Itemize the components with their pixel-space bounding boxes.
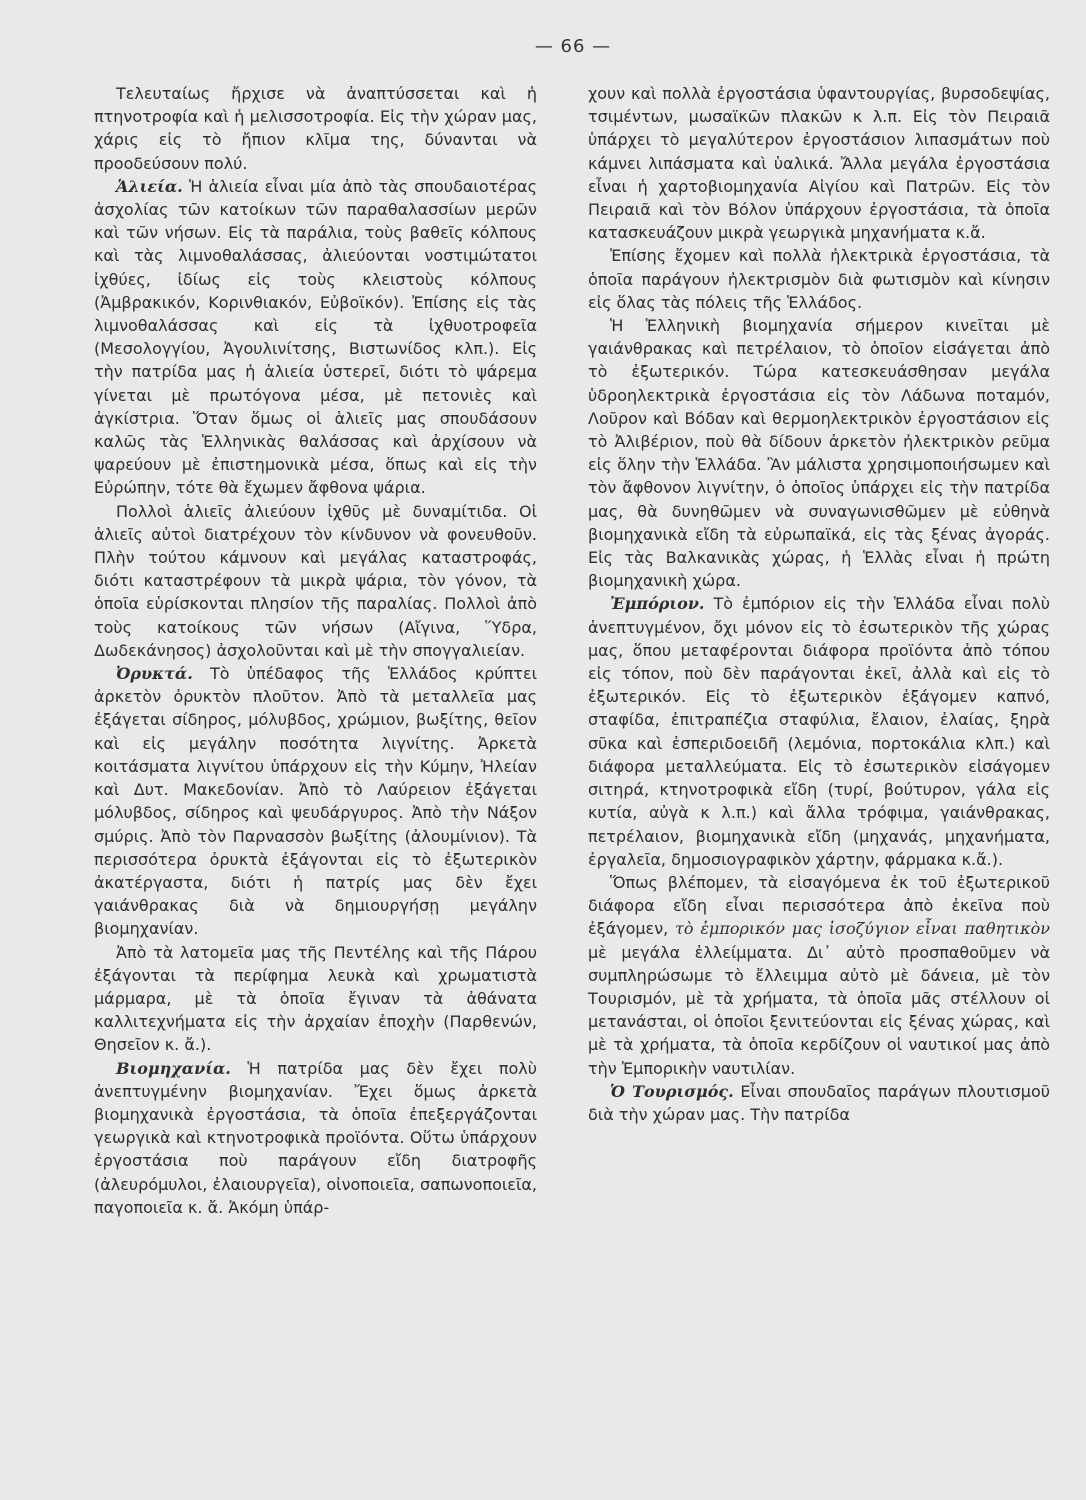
paragraph-industry [94,1057,537,1219]
paragraph-greek-industry: Ἡ Ἑλληνικὴ βιομηχανία σήμερον κινεῖται μὲ γαιάνθρακας καὶ πετρέλαιον, τὸ ὁποῖον εἰσάγεται ἀπὸ τὸ ἐξωτερικόν. Τώρα κατεσκευάσθησαν μεγάλα ὑδροηλεκτρικὰ ἐργοστάσια εἰς τὸν Λάδωνα ποταμόν, Λοῦρον καὶ Βόδαν καὶ θερμοηλεκτρικὸν ἐργοστάσιον εἰς τὸ Ἀλιβέριον, ποὺ θὰ δίδουν ἀρκετὸν ἠλεκτρικὸν ρεῦμα εἰς ὅλην τὴν Ἑλλάδα. Ἂν μάλιστα χρησιμοποιήσωμεν καὶ τὸν ἄφθονον λιγνίτην, ὁ ὁποῖος ὑπάρχει εἰς τὴν πατρίδα μας, θὰ δυνηθῶμεν νὰ συναγωνισθῶμεν μὲ εὐθηνὰ βιομηχανικὰ εἴδη τὰ εὐρωπαϊκά, εἰς τὰς ξένας ἀγοράς. Εἰς τὰς Βαλκανικὰς χώρας, ἡ Ἑλλὰς εἶναι ἡ πρώτη βιομηχανικὴ χώρα. [588,316,1050,591]
paragraph-commerce [588,592,1050,870]
left-column [94,82,537,1219]
section-heading-industry: Βιομηχανία. [116,1058,231,1078]
paragraph-marble: Ἀπὸ τὰ λατομεῖα μας τῆς Πεντέλης καὶ τῆς Πάρου ἐξάγονται τὰ περίφημα λευκὰ καὶ χρωματιστὰ μάρμαρα, μὲ τὰ ὁποῖα ἔγιναν τὰ ἀθάνατα καλλιτεχνήματα εἰς τὴν ἀρχαίαν ἐποχὴν (Παρθενών, Θησεῖον κ. ἄ.). [94,942,537,1055]
paragraph-commerce-text: Τὸ ἐμπόριον εἰς τὴν Ἑλλάδα εἶναι πολὺ ἀνεπτυγμένον, ὄχι μόνον εἰς τὸ ἐσωτερικὸν τῆς χώρας μας, ὅπου μεταφέρονται διάφορα προϊόντα ἀπὸ τόπου εἰς τόπον, ποὺ δὲν παράγονται ἐκεῖ, ἀλλὰ καὶ εἰς τὸ ἐξωτερικόν. Εἰς τὸ ἐξωτερικὸν ἐξάγομεν καπνό, σταφίδα, ἐπιτραπέζια σταφύλια, ἔλαιον, ἐλαίας, ξηρὰ σῦκα καὶ ἐσπεριδοειδῆ (λεμόνια, πορτοκάλια κλπ.) καὶ διάφορα μεταλλεύματα. Εἰς τὸ ἐσωτερικὸν εἰσάγομεν σιτηρά, κτηνοτροφικὰ εἴδη (τυρί, βούτυρον, γάλα εἰς κυτία, αὐγὰ κ λ.π.) καὶ ἄλλα τρόφιμα, γαιάνθρακας, πετρέλαιον, βιομηχανικὰ εἴδη (μηχανάς, μηχανήματα, ἐργαλεῖα, δημοσιογραφικὸν χάρτην, φάρμακα κ.ἄ.). [588,594,1050,869]
right-column [588,82,1050,1126]
paragraph-dynamite-fishing: Πολλοὶ ἁλιεῖς ἀλιεύουν ἰχθῦς μὲ δυναμίτιδα. Οἱ ἁλιεῖς αὐτοὶ διατρέχουν τὸν κίνδυνον νὰ φονευθοῦν. Πλὴν τούτου κάμνουν καὶ μεγάλας καταστροφάς, διότι καταστρέφουν τὰ μικρὰ ψάρια, τὸν γόνον, τὰ ὁποῖα εὑρίσκονται πλησίον τῆς παραλίας. Πολλοὶ ἀπὸ τοὺς κατοίκους τῶν νήσων (Αἴγινα, Ὕδρα, Δωδεκάνησος) ἀσχολοῦνται καὶ μὲ τὴν σπογγαλιείαν. [94,501,537,660]
section-heading-minerals: Ὀρυκτά. [116,664,193,684]
paragraph-fishing-text: Ἡ ἁλιεία εἶναι μία ἀπὸ τὰς σπουδαιοτέρας ἀσχολίας τῶν κατοίκων τῶν παραθαλασσίων μερῶν καὶ τῶν νήσων. Εἰς τὰ παράλια, τοὺς βαθεῖς κόλπους καὶ τὰς λιμνοθαλάσσας, ἀλιεύονται νοστιμώτατοι ἰχθύες, ἰδίως εἰς τοὺς κλειστοὺς κόλπους (Ἀμβρακικόν, Κορινθιακόν, Εὐβοϊκόν). Ἐπίσης εἰς τὰς λιμνοθαλάσσας καὶ εἰς τὰ ἰχθυοτροφεῖα (Μεσολογγίου, Ἀγουλινίτσης, Βιστωνίδος κλπ.). Εἰς τὴν πατρίδα μας ἡ ἁλιεία ὑστερεῖ, διότι τὸ ψάρεμα γίνεται μὲ πρωτόγονα μέσα, μὲ πετονιὲς καὶ ἀγκίστρια. Ὅταν ὅμως οἱ ἁλιεῖς μας σπουδάσουν καλῶς τὰς Ἑλληνικὰς θαλάσσας καὶ ἀρχίσουν νὰ ψαρεύουν μὲ ἐπιστημονικὰ μέσα, ὅπως καὶ εἰς τὴν Εὐρώπην, τότε θὰ ἔχωμεν ἄφθονα ψάρια. [94,176,537,498]
paragraph-factories: χουν καὶ πολλὰ ἐργοστάσια ὑφαντουργίας, βυρσοδεψίας, τσιμέντων, μωσαϊκῶν πλακῶν κ λ.π. Εἰς τὸν Πειραιᾶ ὑπάρχει τὸ μεγαλύτερον ἐργοστάσιον λιπασμάτων ποὺ κάμνει λιπάσματα καὶ ὑαλικά. Ἄλλα μεγάλα ἐργοστάσια εἶναι ἡ χαρτοβιομηχανία Αἰγίου καὶ Πατρῶν. Εἰς τὸν Πειραιᾶ καὶ τὸν Βόλον ὑπάρχουν ἐργοστάσια, τὰ ὁποῖα κατασκευάζουν μικρὰ γεωργικὰ μηχανήματα κ.ἄ. [588,84,1050,243]
paragraph-minerals-text: Τὸ ὑπέδαφος τῆς Ἑλλάδος κρύπτει ἀρκετὸν ὀρυκτὸν πλοῦτον. Ἀπὸ τὰ μεταλλεῖα μας ἐξάγεται σίδηρος, μόλυβδος, χρώμιον, βωξίτης, θεῖον καὶ εἰς μεγάλην ποσότητα λιγνίτης. Ἀρκετὰ κοιτάσματα λιγνίτου ὑπάρχουν εἰς τὴν Κύμην, Ἠλείαν καὶ Δυτ. Μακεδονίαν. Ἀπὸ τὸ Λαύρειον ἐξάγεται μόλυβδος, σίδηρος καὶ ψευδάργυρος. Ἀπὸ τὴν Νάξον σμύρις. Ἀπὸ τὸν Παρνασσὸν βωξίτης (ἀλουμίνιον). Τὰ περισσότερα ὀρυκτὰ ἐξάγονται εἰς τὸ ἐξωτερικὸν ἀκατέργαστα, διότι ἡ πατρίς μας δὲν ἔχει γαιάνθρακας διὰ νὰ δημιουργήσῃ μεγάλην βιομηχανίαν. [94,664,537,939]
trade-balance-text-a: Ὅπως βλέπομεν, τὰ εἰσαγόμενα ἐκ τοῦ ἐξωτερικοῦ διάφορα εἴδη εἶναι περισσότερα ἀπὸ ἐκεῖνα ποὺ ἐξάγομεν, [588,872,1050,939]
trade-balance-text-b: μὲ μεγάλα ἐλλείμματα. Δι᾿ αὐτὸ προσπαθοῦμεν νὰ συμπληρώσωμε τὸ ἔλλειμμα αὐτὸ μὲ δάνεια, μὲ τὸν Τουρισμόν, μὲ τὰ χρήματα, τὰ ὁποῖα μᾶς στέλλουν οἱ μετανάσται, οἱ ὁποῖοι ξενιτεύονται εἰς ξένας χώρας, καὶ μὲ τὰ χρήματα, τὰ ὁποῖα κερδίζουν οἱ ναυτικοί μας ἀπὸ τὴν Ἐμπορικὴν ναυτιλίαν. [588,942,1050,1078]
page-number: — 66 — [534,36,612,57]
paragraph-trade-balance [588,871,1050,1080]
paragraph-tourism-text: Εἶναι σπουδαῖος παράγων πλουτισμοῦ διὰ τὴν χώραν μας. Τὴν πατρίδα [588,1081,1051,1124]
section-heading-fishing: Ἁλιεία. [116,176,183,196]
trade-balance-italic: τὸ ἐμπορικόν μας ἰσοζύγιον εἶναι παθητικὸν [675,919,1051,939]
section-heading-commerce: Ἐμπόριον. [610,594,705,614]
paragraph-minerals [94,662,537,940]
paragraph-industry-text: Ἡ πατρίδα μας δὲν ἔχει πολὺ ἀνεπτυγμένην βιομηχανίαν. Ἔχει ὅμως ἀρκετὰ βιομηχανικὰ ἐργοστάσια, τὰ ὁποῖα ἐπεξεργάζονται γεωργικὰ καὶ κτηνοτροφικὰ προϊόντα. Οὕτω ὑπάρχουν ἐργοστάσια ποὺ παράγουν εἴδη διατροφῆς (ἀλευρόμυλοι, ἐλαιουργεῖα), οἰνοποιεῖα, σαπωνοποιεῖα, παγοποιεῖα κ. ἄ. Ἀκόμη ὑπάρ- [94,1058,537,1217]
paragraph-fishing [94,175,537,500]
section-heading-tourism: Ὁ Τουρισμός. [610,1081,734,1101]
paragraph-tourism [588,1080,1050,1126]
paragraph-livestock: Τελευταίως ἤρχισε νὰ ἀναπτύσσεται καὶ ἡ πτηνοτροφία καὶ ἡ μελισσοτροφία. Εἰς τὴν χώραν μας, χάρις εἰς τὸ ἤπιον κλῖμα της, δύνανται νὰ προοδεύσουν πολύ. [94,84,537,173]
paragraph-electric-plants: Ἐπίσης ἔχομεν καὶ πολλὰ ἠλεκτρικὰ ἐργοστάσια, τὰ ὁποῖα παράγουν ἠλεκτρισμὸν διὰ φωτισμὸν καὶ κίνησιν εἰς ὅλας τὰς πόλεις τῆς Ἑλλάδος. [588,246,1050,312]
